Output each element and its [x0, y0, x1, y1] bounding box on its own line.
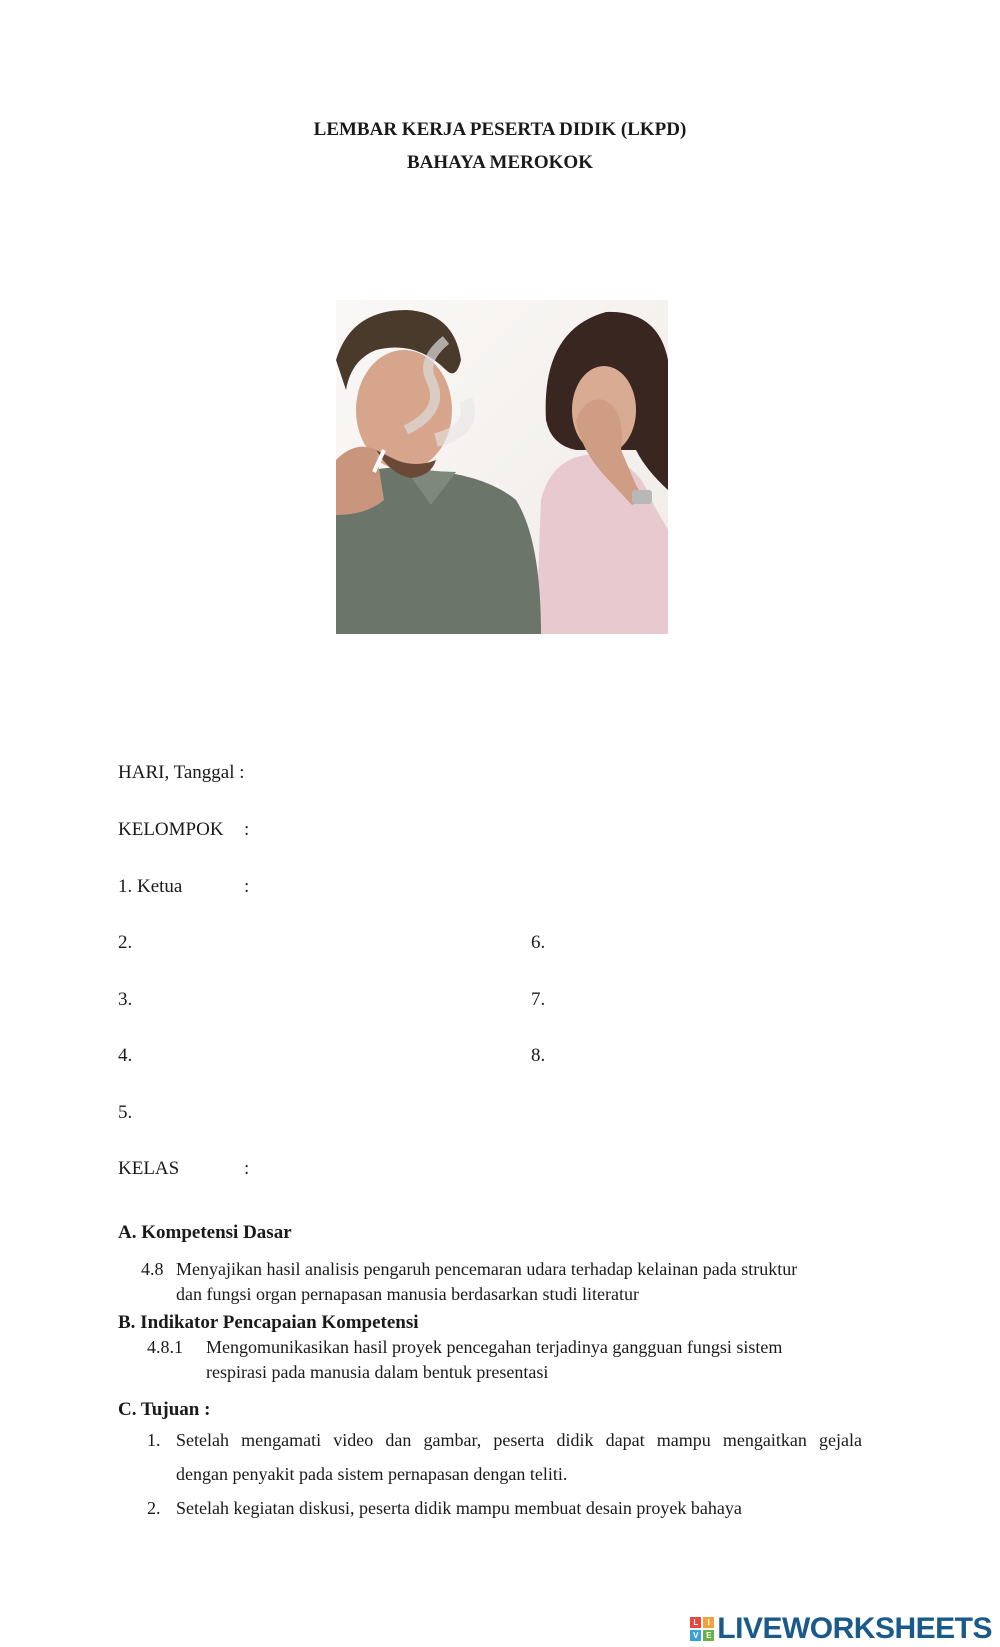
brand-tile-v: V: [690, 1630, 701, 1641]
member-3-label: 3.: [118, 989, 133, 1010]
liveworksheets-logo[interactable]: [690, 1612, 992, 1646]
section-a-number: 4.8: [141, 1259, 164, 1279]
kelompok-colon: :: [244, 819, 250, 840]
hari-tanggal-label: HARI, Tanggal :: [118, 762, 245, 783]
tujuan-2-number: 2.: [147, 1498, 161, 1518]
section-a-line2: dan fungsi organ pernapasan manusia berdasarkan studi literatur: [176, 1284, 640, 1304]
section-c-heading: C. Tujuan :: [118, 1399, 211, 1420]
brand-text: LIVEWORKSHEETS: [717, 1612, 992, 1645]
brand-tile-i: I: [703, 1617, 714, 1628]
tujuan-1-number: 1.: [147, 1430, 161, 1450]
section-a-line1: Menyajikan hasil analisis pengaruh pencemaran udara terhadap kelainan pada struktur: [176, 1259, 798, 1279]
member-4-label: 4.: [118, 1045, 133, 1066]
member-8-label: 8.: [531, 1045, 546, 1066]
member-2-label: 2.: [118, 932, 133, 953]
section-b-heading: B. Indikator Pencapaian Kompetensi: [118, 1312, 419, 1333]
brand-tiles-icon: [690, 1617, 714, 1641]
section-b-number: 4.8.1: [147, 1337, 183, 1357]
member-5-label: 5.: [118, 1102, 133, 1123]
tujuan-1-line1: Setelah mengamati video dan gambar, peserta didik dapat mampu mengaitkan gejala: [176, 1430, 862, 1450]
member-7-label: 7.: [531, 989, 546, 1010]
kelompok-label: KELOMPOK: [118, 819, 224, 840]
section-b-line2: respirasi pada manusia dalam bentuk presentasi: [206, 1362, 549, 1382]
tujuan-2-line1: Setelah kegiatan diskusi, peserta didik mampu membuat desain proyek bahaya: [176, 1498, 742, 1518]
page-subtitle: BAHAYA MEROKOK: [407, 152, 593, 173]
kelas-label: KELAS: [118, 1158, 180, 1179]
member-6-label: 6.: [531, 932, 546, 953]
brand-tile-e: E: [703, 1630, 714, 1641]
ketua-label: 1. Ketua: [118, 876, 183, 897]
ketua-colon: :: [244, 876, 250, 897]
page-title: LEMBAR KERJA PESERTA DIDIK (LKPD): [313, 119, 687, 140]
section-b-line1: Mengomunikasikan hasil proyek pencegahan terjadinya gangguan fungsi sistem: [206, 1337, 783, 1357]
brand-tile-l: L: [690, 1617, 701, 1628]
section-a-heading: A. Kompetensi Dasar: [118, 1222, 292, 1243]
kelas-colon: :: [244, 1158, 250, 1179]
tujuan-1-line2: dengan penyakit pada sistem pernapasan dengan teliti.: [176, 1464, 568, 1484]
photo-smoker-and-woman: [336, 300, 668, 634]
